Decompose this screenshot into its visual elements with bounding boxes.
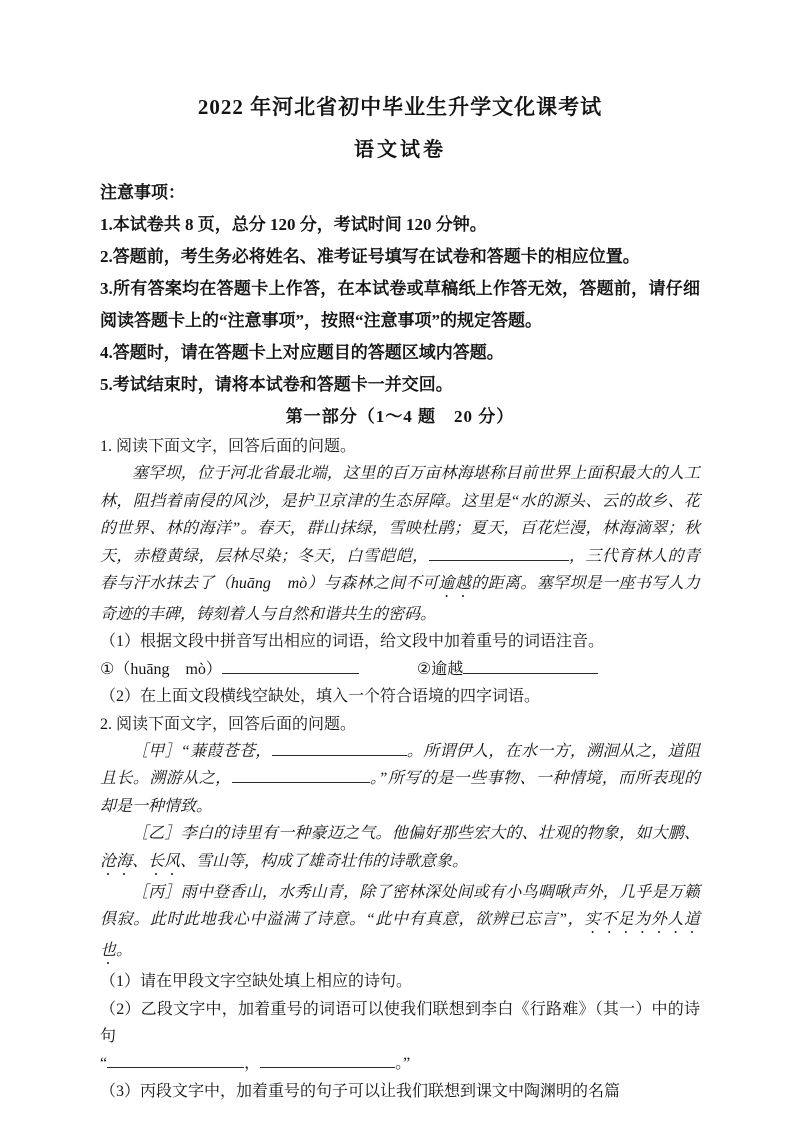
blank-underline xyxy=(260,1054,395,1068)
emphasized-text: 逾越 xyxy=(438,575,472,593)
question-2-passage-jia xyxy=(100,738,700,820)
blank-underline xyxy=(107,1054,244,1068)
question-2 xyxy=(100,711,700,1105)
question-1-answer-line xyxy=(100,656,700,683)
question-1 xyxy=(100,433,700,711)
notice-item-4: 4.答题时，请在答题卡上对应题目的答题区域内答题。 xyxy=(100,343,504,362)
text-run: 、 xyxy=(132,852,149,870)
notice-heading: 注意事项： xyxy=(100,183,185,202)
question-1-stem: 1. 阅读下面文字，回答后面的问题。 xyxy=(100,438,357,455)
text-run: 、雪山等，构成了雄奇壮伟的诗歌意象。 xyxy=(180,852,469,870)
text-run: 。”所写的是一些事物、一种情境，而所表现的却是一种情致。 xyxy=(100,770,700,815)
text-run: ［乙］李白的诗里有一种豪迈之气。他偏好那些宏大的、壮观的物象，如大鹏、 xyxy=(132,825,700,843)
blank-underline xyxy=(232,769,370,783)
emphasized-text: 实不足为外人道也 xyxy=(100,911,700,960)
text-run: 的距离。塞罕坝是一座书写人力奇迹的丰碑，铸刻着人与自然和谐共生的密码。 xyxy=(100,575,700,624)
blank-underline xyxy=(222,660,359,674)
question-1-sub2: （2）在上面文段横线空缺处，填入一个符合语境的四字词语。 xyxy=(100,688,541,706)
question-2-passage-bing xyxy=(100,879,700,968)
text-run: ［甲］“蒹葭苍苍， xyxy=(132,743,272,761)
question-2-sub2-quote-line xyxy=(100,1050,700,1077)
question-1-passage xyxy=(100,460,700,628)
text-run: ［丙］雨中登香山，水秀山青，除了密林深处间或有小鸟啁啾声外，几乎是万籁俱寂。此时此地我心中溢满了诗意。“此中有真意，欲辨已忘言”， xyxy=(100,883,700,929)
exam-title: 2022 年河北省初中毕业生升学文化课考试 xyxy=(197,95,603,119)
subject-title: 语文试卷 xyxy=(354,139,446,161)
text-run: ①（huāng mò） xyxy=(100,660,222,678)
blank-underline xyxy=(272,742,407,756)
text-run: ②逾越 xyxy=(416,660,464,678)
blank-underline xyxy=(429,547,569,561)
text-run: “ xyxy=(100,1055,108,1073)
question-1-sub1: （1）根据文段中拼音写出相应的词语，给文段中加着重号的词语注音。 xyxy=(100,633,605,651)
notice-item-5: 5.考试结束时，请将本试卷和答题卡一并交回。 xyxy=(100,375,453,394)
text-run: 。” xyxy=(395,1055,411,1073)
text-run: ， xyxy=(244,1055,261,1073)
emphasized-text: 沧海 xyxy=(100,852,133,870)
notice-item-1: 1.本试卷共 8 页，总分 120 分，考试时间 120 分钟。 xyxy=(100,215,487,234)
question-2-passage-yi xyxy=(100,820,700,878)
emphasized-text: 长风 xyxy=(148,852,181,870)
text-run: ，三代育林人的青春与汗水抹去了（huāng mò）与森林之间不可 xyxy=(100,547,700,593)
question-2-sub1: （1）请在甲段文字空缺处填上相应的诗句。 xyxy=(100,973,413,991)
question-2-stem: 2. 阅读下面文字，回答后面的问题。 xyxy=(100,715,357,733)
notice-item-3: 3.所有答案均在答题卡上作答，在本试卷或草稿纸上作答无效，答题前，请仔细阅读答题卡上的“注意事项”，按照“注意事项”的规定答题。 xyxy=(100,279,700,330)
blank-underline xyxy=(463,660,598,674)
notice-item-2: 2.答题前，考生务必将姓名、准考证号填写在试卷和答题卡的相应位置。 xyxy=(100,247,640,266)
question-2-sub3: （3）丙段文字中，加着重号的句子可以让我们联想到课文中陶渊明的名篇 xyxy=(100,1082,621,1100)
spacer xyxy=(359,673,417,674)
text-run: 。 xyxy=(116,942,133,960)
text-run: 塞罕坝，位于河北省最北端，这里的百万亩林海堪称目前世界上面积最大的人工林，阻挡着南侵的风沙，是护卫京津的生态屏障。这里是“水的源头、云的故乡、花的世界、林的海洋”。春天，群山抹绿，雪映杜鹃；夏天，百花烂漫，林海滴翠；秋天，赤橙黄绿，层林尽染；冬天，白雪皑皑， xyxy=(100,465,700,565)
text-run: 。所谓伊人，在水一方，溯洄从之，道阻且长。溯游从之， xyxy=(100,743,700,788)
question-2-sub2: （2）乙段文字中，加着重号的词语可以使我们联想到李白《行路难》（其一）中的诗句 xyxy=(100,1000,700,1045)
notice-section xyxy=(100,177,700,401)
section-heading: 第一部分（1～4 题 20 分） xyxy=(285,407,515,426)
